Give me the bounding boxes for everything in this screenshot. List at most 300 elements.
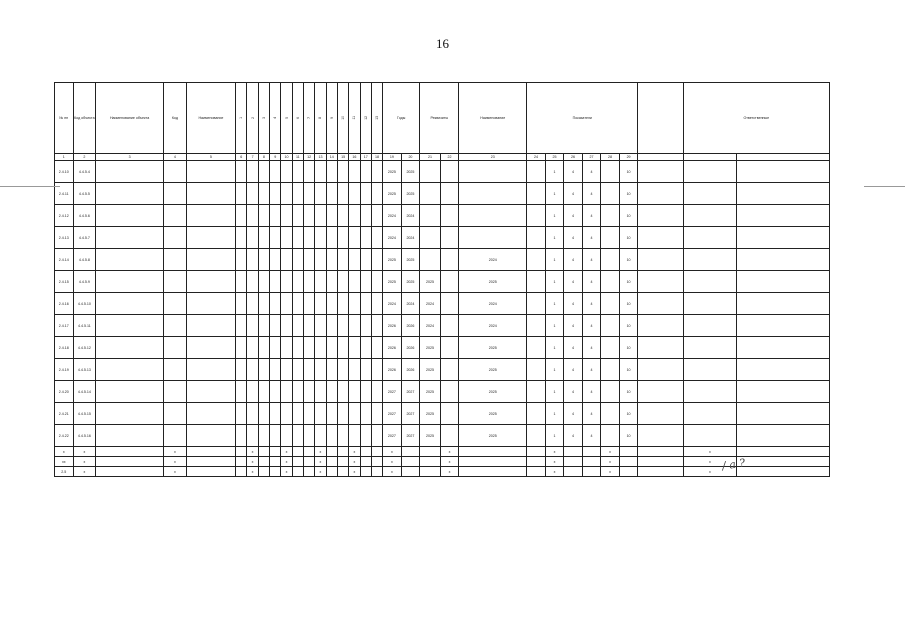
mark-cell [270, 447, 281, 457]
mark-cell: х [315, 467, 326, 477]
note-cell [737, 227, 830, 249]
header-row [55, 83, 830, 154]
flag-cell [270, 293, 281, 315]
mark-cell [371, 467, 382, 477]
action-cell: 2025 [459, 271, 527, 293]
flag-cell [292, 403, 303, 425]
mark-cell [527, 467, 546, 477]
header-cell: Реквизиты [420, 83, 459, 154]
responsible-cell [683, 293, 737, 315]
year-end: 2026 [401, 315, 420, 337]
value-cell: 4 [564, 381, 583, 403]
flag-cell [258, 337, 269, 359]
value-cell: 10 [619, 271, 638, 293]
responsible-cell [683, 403, 737, 425]
responsible-cell [683, 249, 737, 271]
footer-row [55, 467, 830, 477]
header-cell: Годы [383, 83, 420, 154]
flag-cell [349, 315, 360, 337]
flag-cell [371, 249, 382, 271]
value-cell: 10 [619, 227, 638, 249]
flag-cell [281, 337, 292, 359]
mark-cell [258, 467, 269, 477]
flag-cell [337, 161, 348, 183]
flag-cell [303, 425, 314, 447]
mark-cell [459, 467, 527, 477]
header-cell: 5 [281, 83, 292, 154]
column-number: 8 [258, 154, 269, 161]
responsible-cell [683, 359, 737, 381]
flag-cell [326, 227, 337, 249]
flag-cell [337, 403, 348, 425]
value-cell: 1 [545, 425, 564, 447]
flag-cell [270, 271, 281, 293]
header-cell: 4 [270, 83, 281, 154]
flag-cell [326, 249, 337, 271]
flag-cell [326, 425, 337, 447]
place-cell [186, 161, 235, 183]
row-number: 2.4.22 [55, 425, 74, 447]
value-cell: 10 [619, 337, 638, 359]
flag-cell [315, 161, 326, 183]
flag-cell [360, 337, 371, 359]
place-cell [186, 293, 235, 315]
column-number: 17 [360, 154, 371, 161]
header-cell: 3 [258, 83, 269, 154]
mark-cell [582, 457, 601, 467]
value-cell [527, 359, 546, 381]
column-number [638, 154, 683, 161]
header-cell: № пп [55, 83, 74, 154]
flag-cell [326, 359, 337, 381]
flag-cell [292, 249, 303, 271]
flag-cell [337, 183, 348, 205]
flag-cell [303, 359, 314, 381]
header-cell: 7 [303, 83, 314, 154]
flag-cell [349, 227, 360, 249]
row-number: 2.4.10 [55, 161, 74, 183]
value-cell: 1 [545, 205, 564, 227]
value-cell [601, 403, 620, 425]
mark-cell [638, 447, 683, 457]
action-cell: 2025 [459, 381, 527, 403]
mark-cell: х [440, 447, 459, 457]
mark-cell [582, 447, 601, 457]
note-cell [737, 183, 830, 205]
value-cell: 4 [564, 183, 583, 205]
mark-cell [360, 467, 371, 477]
mark-cell [582, 467, 601, 477]
misc-cell [440, 337, 459, 359]
value-cell: 10 [619, 425, 638, 447]
object-code: 4.4.5.7 [73, 227, 96, 249]
mark-cell [527, 457, 546, 467]
flag-cell [349, 403, 360, 425]
flag-cell [292, 315, 303, 337]
value-cell: 4 [564, 403, 583, 425]
mark-cell [186, 447, 235, 457]
table-row [55, 359, 830, 381]
flag-cell [247, 249, 258, 271]
column-number: 16 [349, 154, 360, 161]
flag-cell [360, 249, 371, 271]
flag-cell [360, 381, 371, 403]
value-cell: 4 [564, 249, 583, 271]
table-row [55, 425, 830, 447]
column-number-row [55, 154, 830, 161]
flag-cell [360, 359, 371, 381]
value-cell [601, 205, 620, 227]
object-name [96, 271, 164, 293]
flag-cell [236, 293, 247, 315]
flag-cell [281, 359, 292, 381]
year-end: 2024 [401, 293, 420, 315]
code-cell [164, 359, 187, 381]
code-cell [164, 249, 187, 271]
flag-cell [236, 403, 247, 425]
action-cell: 2025 [459, 425, 527, 447]
value-cell [601, 271, 620, 293]
value-cell [601, 315, 620, 337]
year-start: 2024 [383, 227, 402, 249]
misc-cell [638, 183, 683, 205]
value-cell [601, 249, 620, 271]
flag-cell [247, 381, 258, 403]
mark-cell: х [683, 447, 737, 457]
flag-cell [258, 161, 269, 183]
place-cell [186, 227, 235, 249]
flag-cell [315, 381, 326, 403]
value-cell: 10 [619, 205, 638, 227]
flag-cell [360, 205, 371, 227]
header-cell: Наименование [186, 83, 235, 154]
action-cell: 2024 [459, 315, 527, 337]
place-cell [186, 183, 235, 205]
misc-cell [638, 403, 683, 425]
mark-cell [420, 467, 441, 477]
column-number [683, 154, 737, 161]
object-code: 4.4.5.9 [73, 271, 96, 293]
misc-cell [638, 249, 683, 271]
mark-cell [326, 467, 337, 477]
flag-cell [337, 249, 348, 271]
flag-cell [247, 359, 258, 381]
flag-cell [303, 315, 314, 337]
column-number: 27 [582, 154, 601, 161]
note-cell [737, 271, 830, 293]
mark-cell [459, 447, 527, 457]
flag-cell [258, 359, 269, 381]
value-cell [527, 381, 546, 403]
flag-cell [236, 359, 247, 381]
flag-cell [270, 381, 281, 403]
value-cell [601, 381, 620, 403]
table-row [55, 183, 830, 205]
misc-cell [638, 271, 683, 293]
code-cell [164, 315, 187, 337]
flag-cell [371, 161, 382, 183]
value-cell: 10 [619, 293, 638, 315]
flag-cell [371, 425, 382, 447]
table-row [55, 205, 830, 227]
mark-cell [258, 457, 269, 467]
flag-cell [292, 359, 303, 381]
flag-cell [270, 205, 281, 227]
mark-cell: х [383, 447, 402, 457]
mark-cell [638, 457, 683, 467]
value-cell: 1 [545, 161, 564, 183]
flag-cell [303, 337, 314, 359]
value-cell: 4 [582, 293, 601, 315]
flag-cell [326, 381, 337, 403]
mark-cell [564, 447, 583, 457]
object-name [96, 359, 164, 381]
column-number: 5 [186, 154, 235, 161]
value-cell [527, 249, 546, 271]
flag-cell [236, 183, 247, 205]
object-code: 4.4.5.14 [73, 381, 96, 403]
doc-cell [420, 205, 441, 227]
flag-cell [349, 293, 360, 315]
flag-cell [303, 271, 314, 293]
flag-cell [349, 161, 360, 183]
note-cell [737, 425, 830, 447]
mark-cell: х [315, 447, 326, 457]
header-cell: Наименование [459, 83, 527, 154]
place-cell [186, 249, 235, 271]
flag-cell [281, 183, 292, 205]
responsible-cell [683, 227, 737, 249]
mark-cell [360, 447, 371, 457]
column-number: 7 [247, 154, 258, 161]
row-number: 2.4.20 [55, 381, 74, 403]
row-number: 2.4.21 [55, 403, 74, 425]
mark-cell: х [601, 467, 620, 477]
flag-cell [360, 227, 371, 249]
object-name [96, 467, 164, 477]
column-number: 20 [401, 154, 420, 161]
value-cell [601, 425, 620, 447]
scan-line [0, 186, 60, 187]
flag-cell [281, 293, 292, 315]
column-number: 12 [303, 154, 314, 161]
flag-cell [337, 359, 348, 381]
row-number: 2.4.17 [55, 315, 74, 337]
object-name [96, 249, 164, 271]
code-cell [164, 227, 187, 249]
flag-cell [258, 403, 269, 425]
value-cell: 4 [582, 161, 601, 183]
flag-cell [315, 227, 326, 249]
flag-cell [349, 205, 360, 227]
code-cell [164, 205, 187, 227]
value-cell: 4 [582, 425, 601, 447]
flag-cell [371, 381, 382, 403]
doc-cell: 2025 [420, 403, 441, 425]
action-cell [459, 161, 527, 183]
flag-cell [247, 183, 258, 205]
value-cell: 4 [582, 337, 601, 359]
object-code: 4.4.5.16 [73, 425, 96, 447]
flag-cell [247, 271, 258, 293]
responsible-cell [683, 205, 737, 227]
mark-cell: х [601, 447, 620, 457]
flag-cell [360, 315, 371, 337]
misc-cell [638, 315, 683, 337]
row-number: 2.4.12 [55, 205, 74, 227]
header-cell: Код объекта [73, 83, 96, 154]
flag-cell [371, 183, 382, 205]
year-start: 2025 [383, 161, 402, 183]
flag-cell [371, 359, 382, 381]
handwritten-mark: / a ? [721, 456, 746, 473]
header-cell: 10 [337, 83, 348, 154]
doc-cell [420, 183, 441, 205]
value-cell: 1 [545, 271, 564, 293]
object-name [96, 337, 164, 359]
flag-cell [360, 161, 371, 183]
mark-cell [619, 457, 638, 467]
misc-cell [440, 161, 459, 183]
mark-cell [371, 457, 382, 467]
code-cell [164, 337, 187, 359]
value-cell [527, 183, 546, 205]
flag-cell [236, 425, 247, 447]
year-end: 2025 [401, 183, 420, 205]
mark-cell [303, 457, 314, 467]
flag-cell [236, 315, 247, 337]
mark-cell [186, 457, 235, 467]
value-cell: 1 [545, 403, 564, 425]
value-cell: 1 [545, 227, 564, 249]
mark-cell [337, 447, 348, 457]
mark-cell [360, 457, 371, 467]
mark-cell [186, 467, 235, 477]
flag-cell [360, 271, 371, 293]
year-start: 2026 [383, 359, 402, 381]
flag-cell [292, 271, 303, 293]
header-cell: 9 [326, 83, 337, 154]
value-cell: 10 [619, 183, 638, 205]
flag-cell [247, 425, 258, 447]
misc-cell [440, 403, 459, 425]
action-cell [459, 183, 527, 205]
column-number [737, 154, 830, 161]
flag-cell [292, 183, 303, 205]
object-name [96, 293, 164, 315]
doc-cell: 2025 [420, 425, 441, 447]
flag-cell [258, 227, 269, 249]
misc-cell [440, 249, 459, 271]
action-cell [459, 205, 527, 227]
value-cell: 4 [564, 359, 583, 381]
row-number: 2.4.19 [55, 359, 74, 381]
responsible-cell [683, 161, 737, 183]
column-number: 2 [73, 154, 96, 161]
object-name [96, 425, 164, 447]
flag-cell [337, 381, 348, 403]
flag-cell [315, 205, 326, 227]
year-start: 2026 [383, 315, 402, 337]
code-cell [164, 271, 187, 293]
object-code: 4.4.5.10 [73, 293, 96, 315]
row-number: хх [55, 457, 74, 467]
place-cell [186, 337, 235, 359]
value-cell: 4 [582, 183, 601, 205]
value-cell [601, 293, 620, 315]
year-end: 2025 [401, 271, 420, 293]
header-cell: 1 [236, 83, 247, 154]
value-cell: 4 [564, 271, 583, 293]
year-end: 2025 [401, 249, 420, 271]
note-cell [737, 161, 830, 183]
mark-cell [303, 467, 314, 477]
note-cell [737, 403, 830, 425]
column-number: 1 [55, 154, 74, 161]
footer-row [55, 447, 830, 457]
year-start: 2025 [383, 271, 402, 293]
doc-cell: 2024 [420, 293, 441, 315]
value-cell [601, 337, 620, 359]
flag-cell [326, 161, 337, 183]
flag-cell [236, 227, 247, 249]
flag-cell [315, 315, 326, 337]
value-cell: 10 [619, 359, 638, 381]
mark-cell [371, 447, 382, 457]
value-cell: 4 [582, 205, 601, 227]
object-code: 4.4.5.4 [73, 161, 96, 183]
mark-cell [420, 457, 441, 467]
row-number: 2.5 [55, 467, 74, 477]
value-cell [527, 315, 546, 337]
note-cell [737, 293, 830, 315]
value-cell [601, 359, 620, 381]
note-cell [737, 249, 830, 271]
flag-cell [337, 227, 348, 249]
value-cell: 1 [545, 315, 564, 337]
header-cell: Код [164, 83, 187, 154]
misc-cell [638, 161, 683, 183]
object-name [96, 183, 164, 205]
object-code: 4.4.5.15 [73, 403, 96, 425]
code-cell [164, 183, 187, 205]
misc-cell [440, 183, 459, 205]
mark-cell [401, 447, 420, 457]
object-code: х [73, 467, 96, 477]
flag-cell [337, 293, 348, 315]
mark-cell [326, 447, 337, 457]
flag-cell [281, 381, 292, 403]
action-cell: 2025 [459, 359, 527, 381]
header-cell: 6 [292, 83, 303, 154]
flag-cell [270, 227, 281, 249]
flag-cell [326, 403, 337, 425]
value-cell: 4 [582, 227, 601, 249]
flag-cell [292, 293, 303, 315]
flag-cell [292, 381, 303, 403]
mark-cell: х [545, 457, 564, 467]
mark-cell: х [601, 457, 620, 467]
mark-cell: х [383, 457, 402, 467]
place-cell [186, 271, 235, 293]
place-cell [186, 359, 235, 381]
flag-cell [236, 381, 247, 403]
header-cell: Ответственные [683, 83, 829, 154]
flag-cell [281, 205, 292, 227]
object-name [96, 161, 164, 183]
flag-cell [337, 425, 348, 447]
table-row [55, 315, 830, 337]
